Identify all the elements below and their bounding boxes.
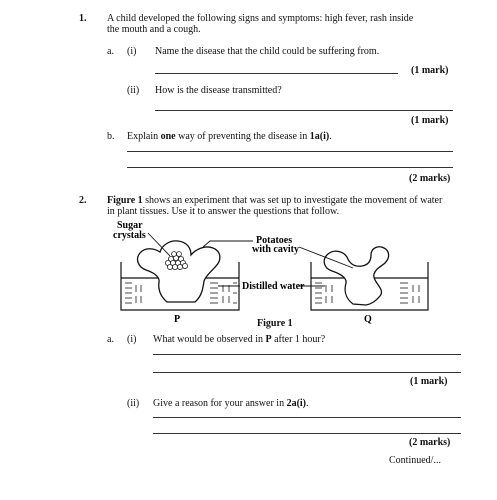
q1-stem-line1: A child developed the following signs and symptoms: high fever, rash inside	[107, 13, 414, 24]
q1-number: 1.	[79, 13, 87, 24]
label-distilled-water: Distilled water	[242, 281, 305, 292]
q1a-i-marks: (1 mark)	[411, 65, 449, 76]
label-p: P	[174, 314, 181, 325]
potatoes-pointer-p	[203, 241, 253, 247]
potato-q	[324, 247, 388, 305]
q2a-i-question: What would be observed in P after 1 hour?	[153, 334, 326, 345]
q2a-ii-marks: (2 marks)	[409, 437, 451, 448]
q1a-i-label: (i)	[127, 46, 137, 57]
label-sugar-1: Sugar	[117, 220, 143, 231]
q2a-i-answer-line-1	[153, 354, 461, 355]
potato-p	[138, 241, 220, 302]
q2a-i-marks: (1 mark)	[410, 376, 448, 387]
q2a-i-label: (i)	[127, 334, 137, 345]
figure-1-caption: Figure 1	[257, 318, 293, 329]
q1b-marks: (2 marks)	[409, 173, 451, 184]
label-potatoes-2: with cavity	[252, 244, 299, 255]
q1b-letter: b.	[107, 131, 115, 142]
q1a-ii-marks: (1 mark)	[411, 115, 449, 126]
q2a-ii-label: (ii)	[127, 398, 140, 409]
label-potatoes-1: Potatoes	[256, 235, 293, 246]
q2a-i-answer-line-2	[153, 372, 461, 373]
q2a-ii-question: Give a reason for your answer in 2a(i).	[153, 398, 309, 409]
q2a-ii-answer-line-1	[153, 417, 461, 418]
q2-stem-line1: Figure 1 shows an experiment that was set up to investigate the movement of water	[107, 195, 443, 206]
label-q: Q	[364, 314, 372, 325]
q1a-i-question: Name the disease that the child could be suffering from.	[155, 46, 380, 57]
q1a-letter: a.	[107, 46, 114, 57]
label-sugar-2: crystals	[113, 230, 146, 241]
q2a-ii-answer-line-2	[153, 433, 461, 434]
q1a-ii-label: (ii)	[127, 85, 140, 96]
q2a-letter: a.	[107, 334, 114, 345]
q2-stem-line2: in plant tissues. Use it to answer the questions that follow.	[107, 206, 340, 217]
q2-number: 2.	[79, 195, 87, 206]
q1a-ii-question: How is the disease transmitted?	[155, 85, 282, 96]
q1b-question: Explain one way of preventing the disease in 1a(i).	[127, 131, 332, 142]
continued-note: Continued/...	[389, 455, 441, 466]
q1-stem-line2: the mouth and a cough.	[107, 24, 201, 35]
